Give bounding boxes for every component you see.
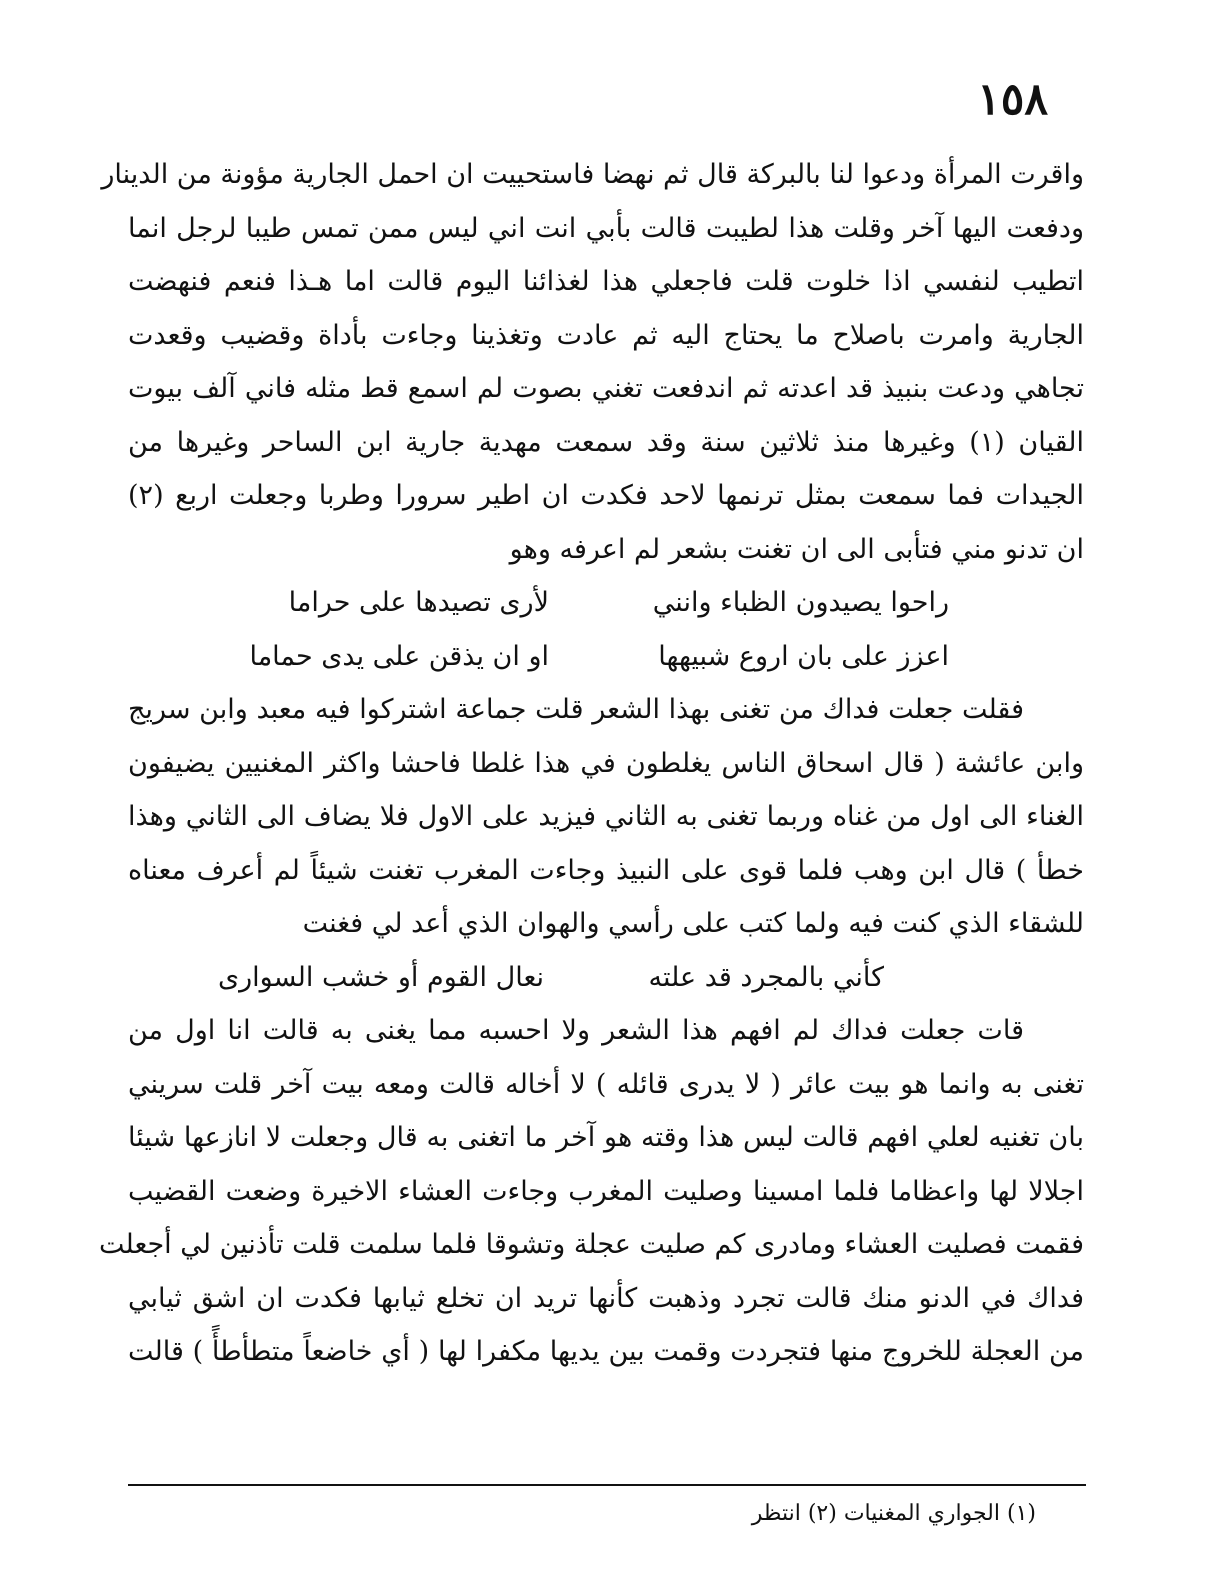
text-line: القيان (١) وغيرها منذ ثلاثين سنة وقد سمعت مهدية جارية ابن الساحر وغيرها من [128, 426, 1084, 458]
text-line: من العجلة للخروج منها فتجردت وقمت بين يديها مكفرا لها ( أي خاضعاً متطأطأً ) قالت [128, 1336, 1084, 1367]
text-line: ان تدنو مني فتأبى الى ان تغنت بشعر لم اعرفه وهو [509, 533, 1084, 565]
text-line: بان تغنيه لعلي افهم قالت ليس هذا وقته هو آخر ما اتغنى به قال وجعلت لا انازعها شيئا [128, 1122, 1084, 1153]
page-number: ١٥٨ [977, 74, 1048, 125]
text-line: ودفعت اليها آخر وقلت هذا لطيبت قالت بأبي انت اني ليس ممن تمس طيبا لرجل انما [128, 212, 1084, 244]
verse-first-hemistich: راحوا يصيدون الظباء وانني [652, 587, 949, 618]
poem-verse [128, 951, 1084, 1005]
footnote-divider [128, 1484, 1086, 1486]
verse-second-hemistich: او ان يذقن على يدى حماما [249, 640, 549, 672]
text-line: قات جعلت فداك لم افهم هذا الشعر ولا احسبه مما يغنى به قالت انا اول من [128, 1015, 1024, 1046]
verse-first-hemistich: اعزز على بان اروع شبيهها [658, 640, 949, 672]
body-text [99, 148, 1084, 1379]
text-line: للشقاء الذي كنت فيه ولما كتب على رأسي والهوان الذي أعد لي فغنت [302, 908, 1084, 939]
text-line: فقلت جعلت فداك من تغنى بهذا الشعر قلت جماعة اشتركوا فيه معبد وابن سريج [128, 694, 1024, 725]
text-line: الغناء الى اول من غناه وربما تغنى به الثاني فيزيد على الاول فلا يضاف الى الثاني وهذا [128, 801, 1084, 832]
verse-first-hemistich: كأني بالمجرد قد علته [648, 961, 884, 993]
text-line: وابن عائشة ( قال اسحاق الناس يغلطون في هذا غلطا فاحشا واكثر المغنيين يضيفون [128, 747, 1084, 779]
verse-second-hemistich: نعال القوم أو خشب السوارى [217, 961, 544, 993]
poem-verse [128, 630, 1084, 684]
text-line: الجيدات فما سمعت بمثل ترنمها لاحد فكدت ان اطير سرورا وطربا وجعلت اربع (٢) [128, 480, 1084, 511]
text-line: فقمت فصليت العشاء ومادرى كم صليت عجلة وتشوقا فلما سلمت قلت تأذنين لي أجعلت [99, 1229, 1084, 1260]
text-line: فداك في الدنو منك قالت تجرد وذهبت كأنها تريد ان تخلع ثيابها فكدت ان اشق ثيابي [128, 1282, 1084, 1314]
verse-second-hemistich: لأرى تصيدها على حراما [288, 587, 549, 618]
text-line: خطأ ) قال ابن وهب فلما قوى على النبيذ وجاءت المغرب تغنت شيئاً لم أعرف معناه [128, 854, 1084, 886]
text-line: اتطيب لنفسي اذا خلوت قلت فاجعلي هذا لغذائنا اليوم قالت اما هـذا فنعم فنهضت [128, 266, 1084, 297]
text-line: اجلالا لها واعظاما فلما امسينا وصليت المغرب وجاءت العشاء الاخيرة وضعت القضيب [128, 1175, 1084, 1207]
text-line: تجاهي ودعت بنبيذ قد اعدته ثم اندفعت تغني بصوت لم اسمع قط مثله فاني آلف بيوت [128, 373, 1084, 404]
footnote: (١) الجواري المغنيات (٢) انتظر [751, 1501, 1036, 1526]
text-line: تغنى به وانما هو بيت عائر ( لا يدرى قائله ) لا أخاله قالت ومعه بيت آخر قلت سريني [128, 1068, 1084, 1100]
text-line: واقرت المرأة ودعوا لنا بالبركة قال ثم نهضا فاستحييت ان احمل الجارية مؤونة من الدينار [101, 159, 1084, 190]
text-line: الجارية وامرت باصلاح ما يحتاج اليه ثم عادت وتغذينا وجاءت بأداة وقضيب وقعدت [128, 319, 1084, 351]
poem-verse [128, 576, 1084, 630]
